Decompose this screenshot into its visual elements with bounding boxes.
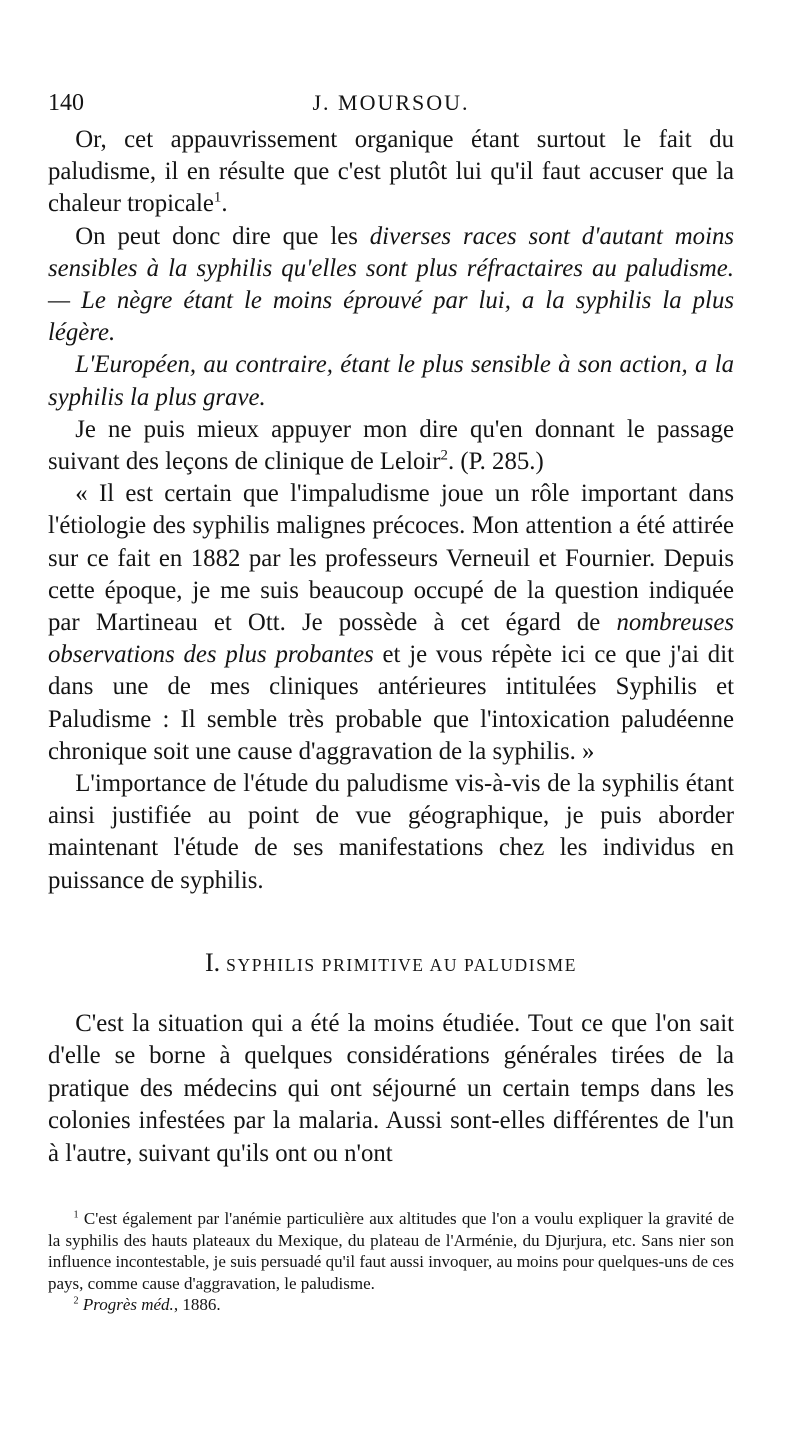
paragraph-4-end: . (P. 285.): [447, 448, 544, 476]
paragraph-4: [48, 414, 734, 478]
paragraph-2: [48, 221, 734, 350]
quote-text-b: et je vous répète ici ce que j'ai dit dans une de mes cliniques antérieures intitulées Syphilis et Paludisme : Il semble très probable que l'intoxication paludéenne chronique soit une cause d'aggravation de la syphilis. »: [48, 641, 734, 765]
paragraph-1: [48, 124, 734, 221]
quote-text-a: « Il est certain que l'impaludisme joue un rôle important dans l'étiologie des syphilis malignes précoces. Mon attention a été attirée sur ce fait en 1882 par les professeurs Verneuil et Fournier. Depuis cette époque, je me suis beaucoup occupé de la question indiquée par Martineau et Ott. Je possède à cet égard de: [48, 480, 734, 637]
footnote-2-text: , 1886.: [173, 1295, 221, 1314]
paragraph-1-text: Or, cet appauvrissement organique étant surtout le fait du paludisme, il en résulte que c'est plutôt lui qu'il faut accuser que la chaleur tropicale: [48, 126, 734, 218]
page-number: 140: [48, 90, 84, 116]
quote-italic: nombreuses observations des plus probantes: [48, 609, 734, 669]
footnote-2: [48, 1294, 734, 1316]
running-head: J. MOURSOU.: [312, 90, 470, 115]
footnote-2-journal: Progrès méd.: [78, 1295, 174, 1314]
paragraph-2-italic: diverses races sont d'autant moins sensibles à la syphilis qu'elles sont plus réfractaires au paludisme. — Le nègre étant le moins éprouvé par lui, a la syphilis la plus légère.: [48, 222, 735, 347]
section-number: I.: [204, 948, 221, 977]
footnote-ref-1[interactable]: 1: [213, 190, 222, 207]
footnotes: [48, 1208, 734, 1316]
footnote-1: [48, 1208, 734, 1294]
footnote-1-mark: 1: [73, 1209, 79, 1221]
section-paragraph-1: C'est la situation qui a été la moins étudiée. Tout ce que l'on sait d'elle se borne à quelques considérations générales tirées de la pratique des médecins qui ont séjourné un certain temps dans les colonies infestées par la malaria. Aussi sont-elles différentes de l'un à l'autre, suivant qu'ils ont ou n'ont: [48, 1010, 734, 1167]
paragraph-2-lead: On peut donc dire que les: [75, 222, 370, 250]
paragraph-6: L'importance de l'étude du paludisme vis-à-vis de la syphilis étant ainsi justifiée au point de vue géographique, je puis aborder maintenant l'étude de ses manifestations chez les individus en puissance de syphilis.: [48, 770, 734, 894]
main-text: [48, 124, 734, 897]
paragraph-3: L'Européen, au contraire, étant le plus sensible à son action, a la syphilis la plus grave.: [48, 351, 734, 411]
paragraph-1-end: .: [221, 190, 228, 218]
footnote-2-mark: 2: [73, 1295, 79, 1307]
quote-paragraph: [48, 478, 734, 768]
paragraph-4-text: Je ne puis mieux appuyer mon dire qu'en donnant le passage suivant des leçons de clinique de Leloir: [48, 415, 734, 476]
section-heading: [48, 948, 734, 978]
section-title: SYPHILIS PRIMITIVE AU PALUDISME: [226, 955, 578, 975]
section-text: [48, 1008, 734, 1170]
footnote-1-text: C'est également par l'anémie particulière aux altitudes que l'on a voulu expliquer la gravité de la syphilis des hauts plateaux du Mexique, du plateau de l'Arménie, du Djurjura, etc. Sans nier son influence incontestable, je suis persuadé qu'il faut aussi invoquer, au moins pour quelques-uns de ces pays, comme cause d'aggravation, le paludisme.: [48, 1209, 734, 1293]
page-header: [48, 90, 734, 120]
footnote-ref-2[interactable]: 2: [440, 447, 448, 464]
